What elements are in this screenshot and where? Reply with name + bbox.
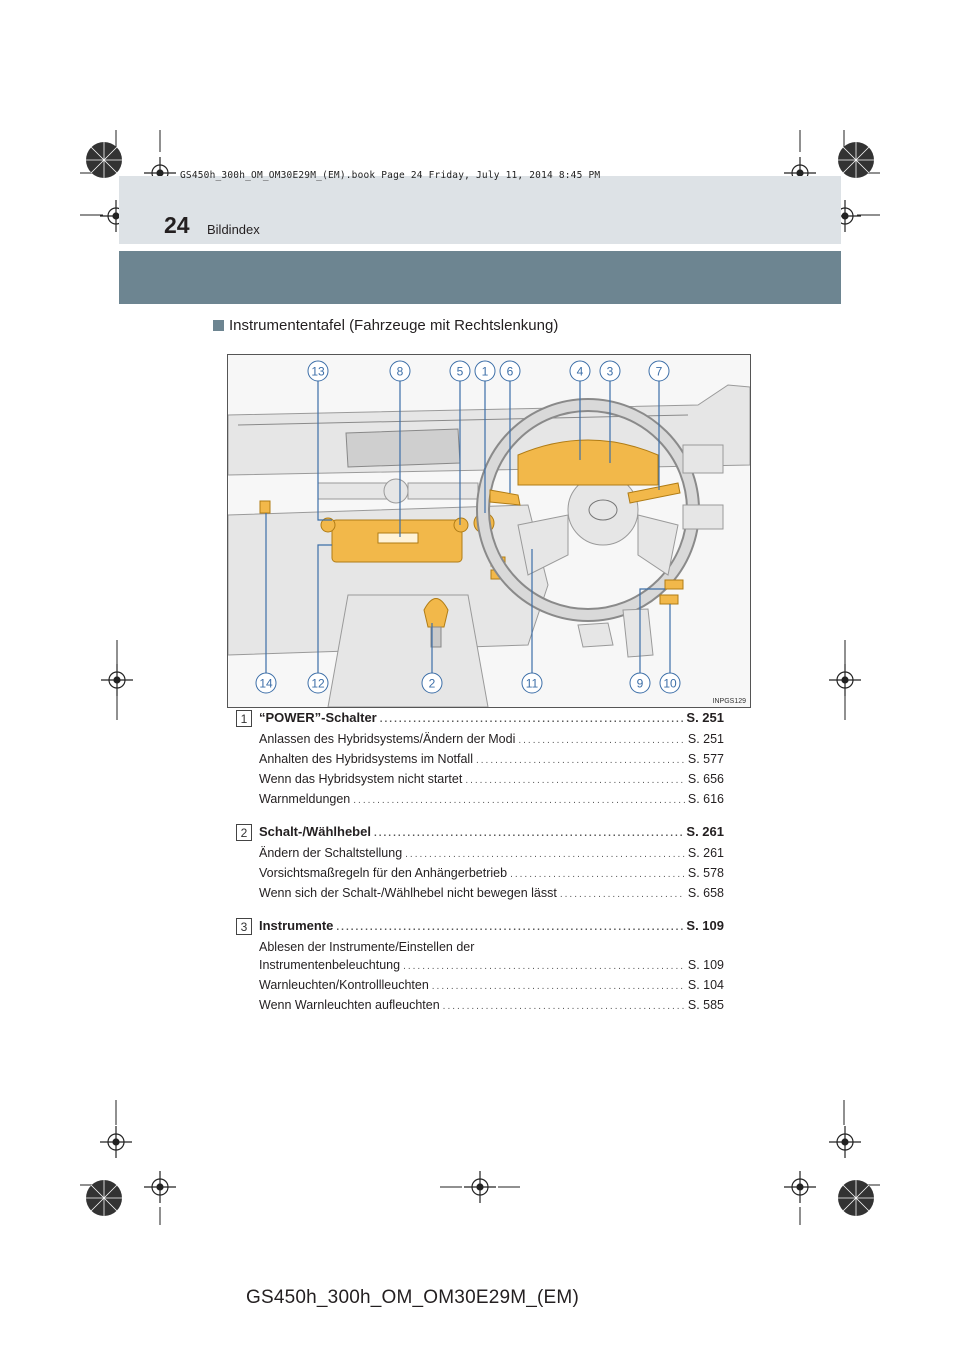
entry-item xyxy=(259,864,724,884)
item-page-ref: S. 261 xyxy=(687,846,724,860)
callout-number: 8 xyxy=(396,364,404,379)
entry-item xyxy=(259,750,724,770)
entry-item xyxy=(259,730,724,750)
print-book-line: GS450h_300h_OM_OM30E29M_(EM).book Page 24 Friday, July 11, 2014 8:45 PM xyxy=(180,170,601,181)
entry-heading xyxy=(259,916,724,938)
leader-dots xyxy=(336,918,683,938)
item-page-ref: S. 109 xyxy=(687,958,724,972)
callout-number: 4 xyxy=(576,364,584,379)
entry-number: 3 xyxy=(236,918,252,935)
callout-number: 6 xyxy=(506,364,514,379)
item-page-ref: S. 578 xyxy=(687,866,724,880)
callout-number: 7 xyxy=(655,364,663,379)
callout-number: 11 xyxy=(525,676,539,691)
callout-number: 10 xyxy=(663,676,677,691)
item-page-ref: S. 104 xyxy=(687,978,724,992)
callout-number: 12 xyxy=(311,676,325,691)
leader-dots xyxy=(465,772,685,790)
entry-page-ref: S. 109 xyxy=(686,918,724,933)
item-label: Wenn sich der Schalt-/Wählhebel nicht bewegen lässt xyxy=(259,886,557,900)
item-label: Wenn das Hybridsystem nicht startet xyxy=(259,772,463,786)
dashboard-illustration xyxy=(228,355,750,707)
item-label: Anhalten des Hybridsystems im Notfall xyxy=(259,752,473,766)
item-label: Vorsichtsmaßregeln für den Anhängerbetrieb xyxy=(259,866,508,880)
item-page-ref: S. 577 xyxy=(687,752,724,766)
header-accent-band xyxy=(119,251,841,304)
entry-item xyxy=(259,956,724,976)
callout-number: 9 xyxy=(636,676,644,691)
entry-heading xyxy=(259,708,724,730)
entry-page-ref: S. 251 xyxy=(686,710,724,725)
item-page-ref: S. 251 xyxy=(687,732,724,746)
index-entry xyxy=(236,708,724,810)
item-page-ref: S. 656 xyxy=(687,772,724,786)
leader-dots xyxy=(443,998,685,1016)
item-page-ref: S. 585 xyxy=(687,998,724,1012)
entry-item xyxy=(259,844,724,864)
header-title: Bildindex xyxy=(207,222,260,237)
callout-number: 3 xyxy=(606,364,614,379)
section-title: Instrumententafel (Fahrzeuge mit Rechtslenkung) xyxy=(229,317,559,334)
entry-number: 1 xyxy=(236,710,252,727)
leader-dots xyxy=(432,978,685,996)
leader-dots xyxy=(560,886,685,904)
page-number: 24 xyxy=(164,212,190,238)
item-label: Warnmeldungen xyxy=(259,792,351,806)
callout-number: 14 xyxy=(259,676,273,691)
index-entries xyxy=(236,708,724,1028)
leader-dots xyxy=(403,958,685,976)
item-label: Ändern der Schaltstellung xyxy=(259,846,403,860)
callout-number: 1 xyxy=(481,364,489,379)
entry-title: Instrumente xyxy=(259,918,334,933)
leader-dots xyxy=(380,710,684,730)
entry-item-preface: Ablesen der Instrumente/Einstellen der xyxy=(259,940,475,954)
leader-dots xyxy=(510,866,685,884)
item-page-ref: S. 616 xyxy=(687,792,724,806)
dashboard-figure xyxy=(227,354,751,708)
entry-number: 2 xyxy=(236,824,252,841)
item-label: Anlassen des Hybridsystems/Ändern der Modi xyxy=(259,732,516,746)
entry-heading xyxy=(259,822,724,844)
entry-page-ref: S. 261 xyxy=(686,824,724,839)
leader-dots xyxy=(518,732,684,750)
section-bullet-icon xyxy=(213,320,224,331)
footer-document-id: GS450h_300h_OM_OM30E29M_(EM) xyxy=(246,1287,579,1308)
entry-item xyxy=(259,976,724,996)
callout-number: 5 xyxy=(456,364,464,379)
entry-item xyxy=(259,790,724,810)
leader-dots xyxy=(405,846,685,864)
item-page-ref: S. 658 xyxy=(687,886,724,900)
index-entry xyxy=(236,916,724,1016)
item-label: Instrumentenbeleuchtung xyxy=(259,958,401,972)
entry-item xyxy=(259,884,724,904)
entry-item xyxy=(259,770,724,790)
callout-number: 13 xyxy=(311,364,325,379)
entry-item xyxy=(259,996,724,1016)
leader-dots xyxy=(476,752,685,770)
callout-number: 2 xyxy=(428,676,436,691)
index-entry xyxy=(236,822,724,904)
leader-dots xyxy=(374,824,683,844)
entry-title: “POWER”-Schalter xyxy=(259,710,377,725)
leader-dots xyxy=(353,792,685,810)
item-label: Warnleuchten/Kontrollleuchten xyxy=(259,978,429,992)
item-label: Wenn Warnleuchten aufleuchten xyxy=(259,998,440,1012)
figure-code: INPGS129 xyxy=(712,698,746,705)
entry-title: Schalt-/Wählhebel xyxy=(259,824,371,839)
